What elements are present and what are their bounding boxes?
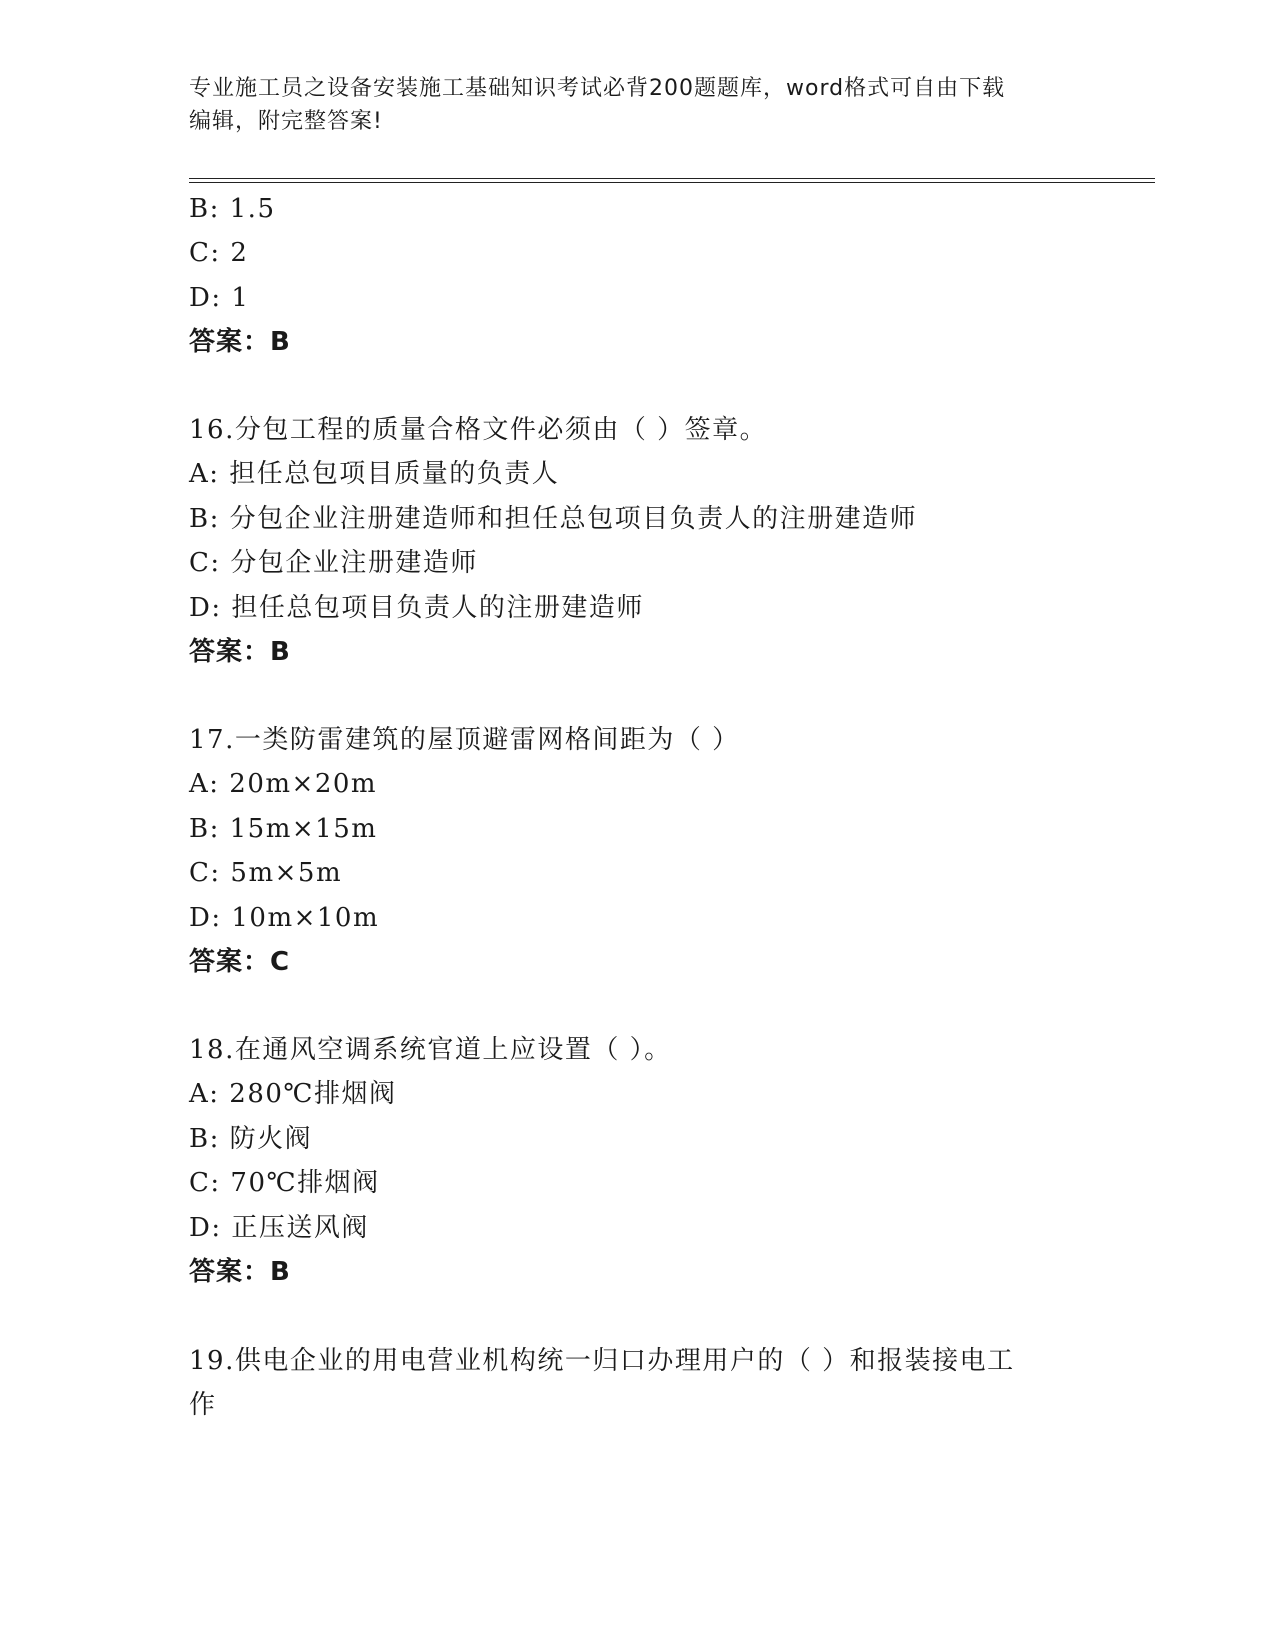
q16-option-a: A: 担任总包项目质量的负责人 <box>189 459 560 489</box>
q18-option-a: A: 280℃排烟阀 <box>189 1079 397 1109</box>
q17-option-c: C: 5m×5m <box>189 858 343 888</box>
q15-option-b: B: 1.5 <box>189 194 276 224</box>
q16-option-d: D: 担任总包项目负责人的注册建造师 <box>189 593 644 623</box>
header-line-2: 编辑，附完整答案! <box>189 109 383 134</box>
q17-option-d: D: 10m×10m <box>189 903 380 933</box>
q17-option-a: A: 20m×20m <box>189 769 378 799</box>
header-line-1: 专业施工员之设备安装施工基础知识考试必背200题题库，word格式可自由下载 <box>189 76 1006 101</box>
header-divider-bottom <box>189 182 1155 183</box>
q19-question-line-2: 作 <box>189 1390 217 1420</box>
q18-question: 18.在通风空调系统官道上应设置（ ）。 <box>189 1035 672 1065</box>
q17-question: 17.一类防雷建筑的屋顶避雷网格间距为（ ） <box>189 725 740 755</box>
q19-question-line-1: 19.供电企业的用电营业机构统一归口办理用户的（ ）和报装接电工 <box>189 1346 1015 1376</box>
q18-option-b: B: 防火阀 <box>189 1124 313 1154</box>
q16-option-c: C: 分包企业注册建造师 <box>189 548 478 578</box>
q18-option-c: C: 70℃排烟阀 <box>189 1168 380 1198</box>
q17-answer: 答案：C <box>189 947 291 977</box>
q18-option-d: D: 正压送风阀 <box>189 1213 369 1243</box>
q16-answer: 答案：B <box>189 637 291 667</box>
header-divider-top <box>189 178 1155 179</box>
document-header <box>189 72 1089 138</box>
q15-answer: 答案：B <box>189 327 291 357</box>
q15-option-d: D: 1 <box>189 283 250 313</box>
q18-answer: 答案：B <box>189 1257 291 1287</box>
q16-question: 16.分包工程的质量合格文件必须由（ ）签章。 <box>189 415 768 445</box>
q17-option-b: B: 15m×15m <box>189 814 378 844</box>
q16-option-b: B: 分包企业注册建造师和担任总包项目负责人的注册建造师 <box>189 504 918 534</box>
q15-option-c: C: 2 <box>189 238 249 268</box>
